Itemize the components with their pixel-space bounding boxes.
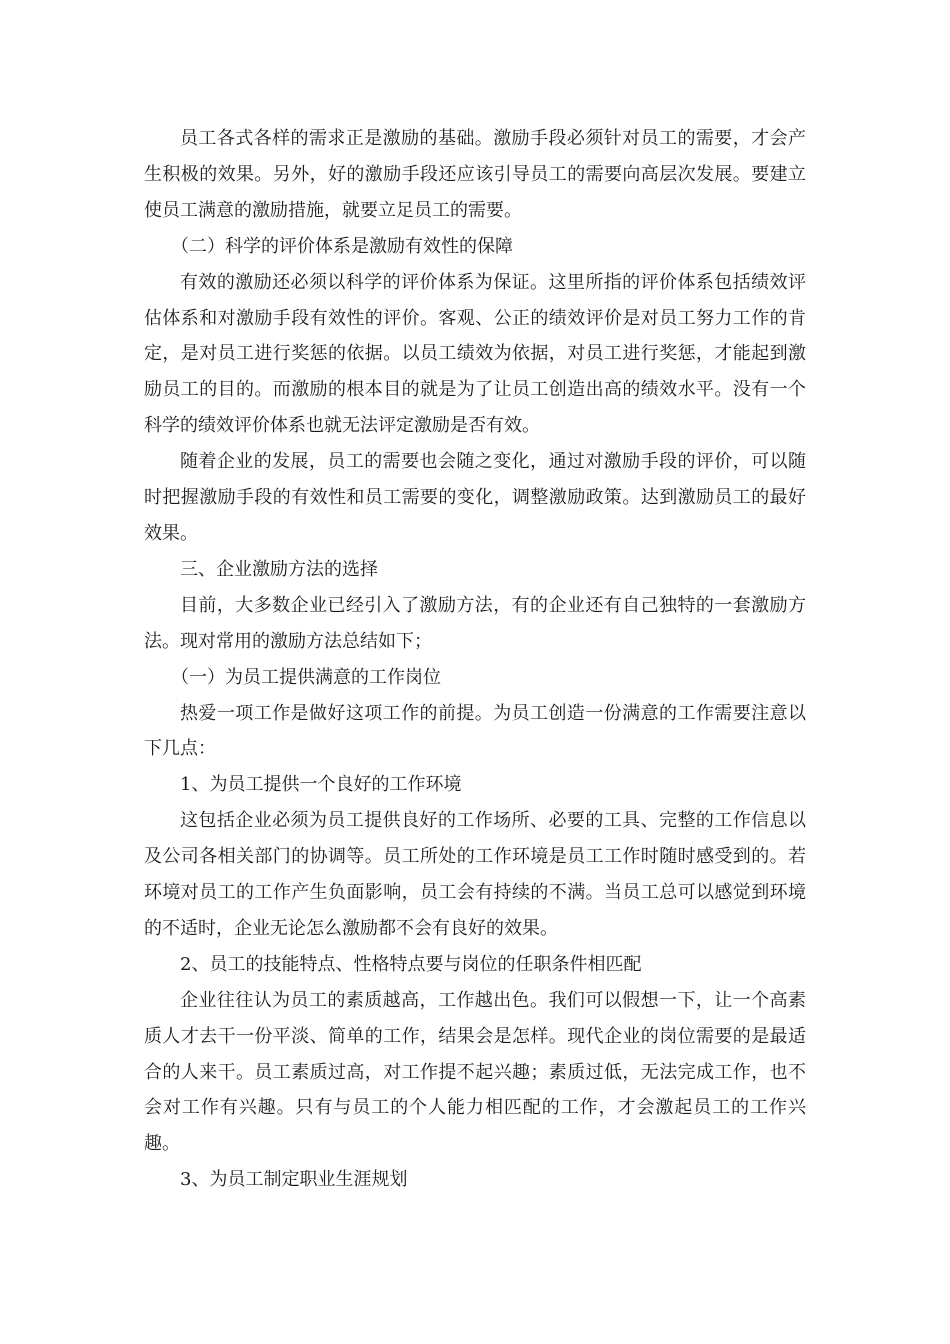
paragraph-needs-basis: 员工各式各样的需求正是激励的基础。激励手段必须针对员工的需要，才会产生积极的效果。另外，好的激励手段还应该引导员工的需要向高层次发展。要建立使员工满意的激励措施，就要立足员工的需要。 bbox=[144, 128, 806, 221]
paragraph-evaluation-guarantee: 有效的激励还必须以科学的评价体系为保证。这里所指的评价体系包括绩效评估体系和对激励手段有效性的评价。客观、公正的绩效评价是对员工努力工作的肯定，是对员工进行奖惩的依据。以员工绩效为依据，对员工进行奖惩，才能起到激励员工的目的。而激励的根本目的就是为了让员工创造出高的绩效水平。没有一个科学的绩效评价体系也就无法评定激励是否有效。 bbox=[144, 271, 806, 437]
paragraph-evaluation-adjust: 随着企业的发展，员工的需要也会随之变化，通过对激励手段的评价，可以随时把握激励手段的有效性和员工需要的变化，调整激励政策。达到激励员工的最好效果。 bbox=[144, 451, 806, 544]
document-body bbox=[144, 121, 806, 1198]
paragraph-love-work: 热爱一项工作是做好这项工作的前提。为员工创造一份满意的工作需要注意以下几点： bbox=[144, 702, 806, 760]
list-heading-career-plan: 3、为员工制定职业生涯规划 bbox=[180, 1169, 408, 1191]
section-heading-satisfying-post: （一）为员工提供满意的工作岗位 bbox=[171, 666, 441, 688]
paragraph-methods-intro: 目前，大多数企业已经引入了激励方法，有的企业还有自己独特的一套激励方法。现对常用的激励方法总结如下； bbox=[144, 594, 806, 652]
list-heading-environment: 1、为员工提供一个良好的工作环境 bbox=[180, 774, 462, 796]
list-heading-skill-match: 2、员工的技能特点、性格特点要与岗位的任职条件相匹配 bbox=[180, 953, 642, 975]
paragraph-environment: 这包括企业必须为员工提供良好的工作场所、必要的工具、完整的工作信息以及公司各相关部门的协调等。员工所处的工作环境是员工工作时随时感受到的。若环境对员工的工作产生负面影响，员工会有持续的不满。当员工总可以感觉到环境的不适时，企业无论怎么激励都不会有良好的效果。 bbox=[144, 810, 806, 939]
paragraph-skill-match: 企业往往认为员工的素质越高，工作越出色。我们可以假想一下，让一个高素质人才去干一份平淡、简单的工作，结果会是怎样。现代企业的岗位需要的是最适合的人来干。员工素质过高，对工作提不起兴趣；素质过低，无法完成工作，也不会对工作有兴趣。只有与员工的个人能力相匹配的工作，才会激起员工的工作兴趣。 bbox=[144, 989, 806, 1155]
section-heading-evaluation-system: （二）科学的评价体系是激励有效性的保障 bbox=[171, 235, 513, 257]
section-heading-method-selection: 三、企业激励方法的选择 bbox=[180, 558, 378, 580]
